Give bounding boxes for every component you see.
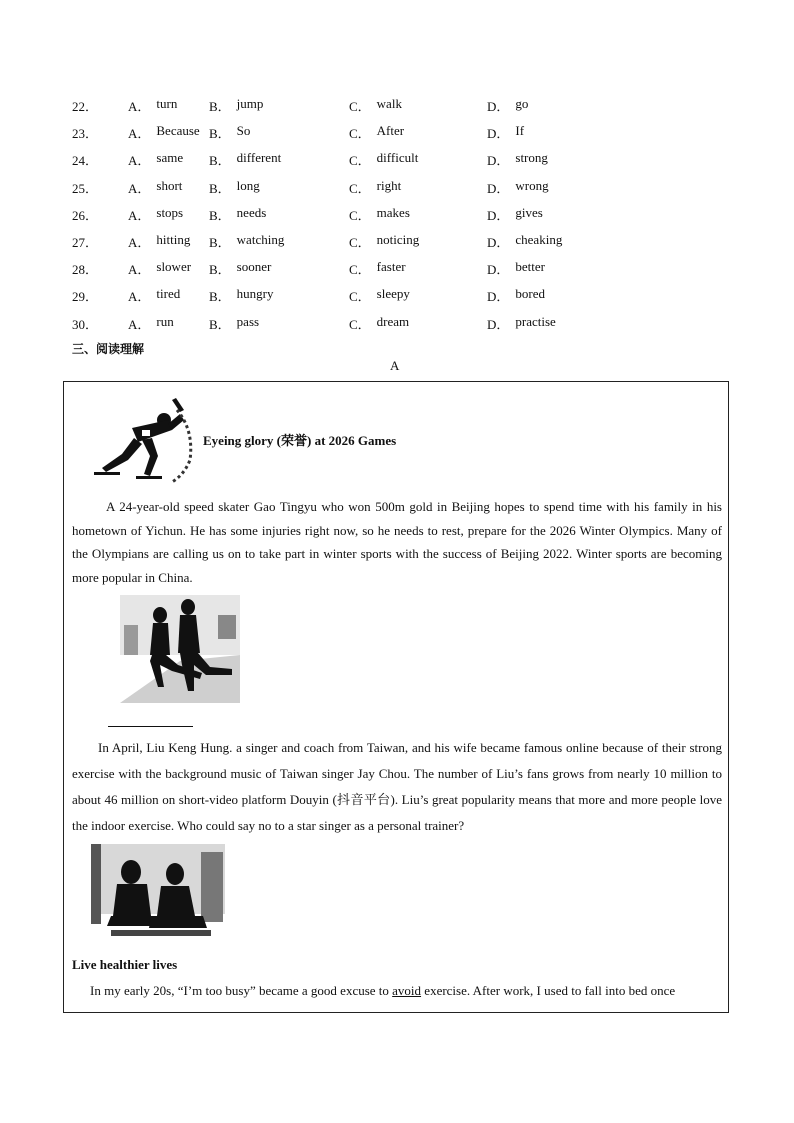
option-text: dream (376, 313, 410, 329)
option-text: same (156, 150, 184, 166)
question-number: 24． (72, 153, 99, 169)
option-d[interactable] (487, 123, 607, 142)
option-d[interactable] (487, 286, 607, 305)
option-text: sleepy (376, 286, 410, 302)
question-number: 29． (72, 289, 99, 305)
option-text: jump (236, 96, 264, 112)
option-letter: B． (209, 207, 231, 223)
option-letter: C． (349, 316, 371, 332)
option-b[interactable] (209, 178, 349, 197)
option-a[interactable] (128, 259, 209, 278)
option-letter: D． (487, 235, 510, 251)
option-letter: A． (128, 235, 151, 251)
option-text: right (376, 177, 402, 193)
option-text: different (236, 150, 282, 166)
option-text: stops (156, 204, 184, 220)
answer-blank-line[interactable] (108, 726, 193, 727)
option-letter: C． (349, 126, 371, 142)
option-letter: A． (128, 99, 151, 115)
option-b[interactable] (209, 232, 349, 251)
option-text: watching (236, 232, 285, 248)
question-number: 26． (72, 207, 99, 223)
underlined-word-avoid: avoid (392, 983, 422, 998)
option-d[interactable] (487, 232, 607, 251)
question-row (72, 282, 732, 309)
option-text: short (156, 177, 183, 193)
speed-skater-image (72, 390, 200, 486)
option-text: sooner (236, 259, 272, 275)
question-list (72, 92, 732, 337)
option-text: So (236, 123, 251, 139)
option-a[interactable] (128, 286, 209, 305)
option-b[interactable] (209, 96, 349, 115)
option-letter: B． (209, 153, 231, 169)
option-text: hungry (236, 286, 274, 302)
option-text: noticing (376, 232, 420, 248)
option-letter: A． (128, 153, 151, 169)
question-number: 27． (72, 235, 99, 251)
option-b[interactable] (209, 150, 349, 169)
option-text: strong (515, 150, 548, 166)
option-a[interactable] (128, 178, 209, 197)
option-b[interactable] (209, 123, 349, 142)
option-letter: C． (349, 262, 371, 278)
option-c[interactable] (349, 259, 487, 278)
option-c[interactable] (349, 232, 487, 251)
option-d[interactable] (487, 314, 607, 333)
option-letter: B． (209, 99, 231, 115)
option-a[interactable] (128, 150, 209, 169)
option-letter: A． (128, 180, 151, 196)
option-d[interactable] (487, 96, 607, 115)
option-c[interactable] (349, 178, 487, 197)
option-a[interactable] (128, 232, 209, 251)
question-row (72, 255, 732, 282)
question-row (72, 228, 732, 255)
option-a[interactable] (128, 314, 209, 333)
option-text: go (515, 96, 529, 112)
option-letter: A． (128, 207, 151, 223)
passage-paragraph-2 (72, 735, 722, 839)
option-c[interactable] (349, 205, 487, 224)
option-text: better (515, 259, 545, 275)
option-letter: C． (349, 235, 371, 251)
passage-paragraph-3 (72, 979, 722, 1003)
option-letter: D． (487, 180, 510, 196)
option-letter: B． (209, 262, 231, 278)
option-c[interactable] (349, 314, 487, 333)
paragraph-2-text: In April, Liu Keng Hung. a singer and coach from Taiwan, and his wife became famous online because of their strong exercise with the background music of Taiwan singer Jay Chou. The number of Liu’s fans grows from nearly 10 million to about 46 million on short-video platform Douyin (抖音平台). Liu’s great popularity means that more and more people love the indoor exercise. Who could say no to a star singer as a personal trainer? (72, 740, 722, 833)
option-b[interactable] (209, 259, 349, 278)
exercise-photo-1 (120, 595, 240, 703)
option-text: tired (156, 286, 181, 302)
option-text: makes (376, 204, 410, 220)
option-text: hitting (156, 232, 191, 248)
option-letter: A． (128, 316, 151, 332)
option-a[interactable] (128, 205, 209, 224)
option-a[interactable] (128, 96, 209, 115)
option-text: practise (515, 313, 556, 329)
question-row (72, 310, 732, 337)
passage-box (63, 381, 729, 1013)
passage-paragraph-1 (72, 495, 722, 589)
option-letter: A． (128, 126, 151, 142)
option-letter: D． (487, 262, 510, 278)
option-text: slower (156, 259, 192, 275)
option-text: needs (236, 204, 267, 220)
option-text: run (156, 313, 174, 329)
question-row (72, 146, 732, 173)
option-b[interactable] (209, 205, 349, 224)
option-c[interactable] (349, 150, 487, 169)
option-text: If (515, 123, 525, 139)
option-letter: A． (128, 289, 151, 305)
option-letter: D． (487, 153, 510, 169)
option-text: bored (515, 286, 545, 302)
option-letter: C． (349, 153, 371, 169)
question-row (72, 201, 732, 228)
paragraph-3-text-after: exercise. After work, I used to fall into bed once (421, 983, 676, 998)
option-letter: D． (487, 99, 510, 115)
option-text: long (236, 177, 260, 193)
option-text: turn (156, 96, 178, 112)
option-letter: D． (487, 316, 510, 332)
option-text: pass (236, 313, 260, 329)
question-number: 22． (72, 99, 99, 115)
option-c[interactable] (349, 123, 487, 142)
question-number: 23． (72, 126, 99, 142)
question-row (72, 119, 732, 146)
option-letter: D． (487, 207, 510, 223)
exercise-photo-2 (91, 844, 225, 944)
option-text: faster (376, 259, 406, 275)
option-letter: D． (487, 126, 510, 142)
section-title: 三、阅读理解 (72, 342, 145, 356)
option-text: Because (156, 123, 200, 139)
option-a[interactable] (128, 123, 209, 142)
option-letter: B． (209, 126, 231, 142)
option-text: walk (376, 96, 402, 112)
passage-heading-1: Eyeing glory (荣誉) at 2026 Games (203, 433, 397, 448)
paragraph-3-text-before: In my early 20s, “I’m too busy” became a good excuse to (90, 983, 393, 998)
question-row (72, 92, 732, 119)
question-row (72, 174, 732, 201)
passage-heading-3: Live healthier lives (72, 957, 178, 972)
option-letter: C． (349, 180, 371, 196)
option-letter: B． (209, 235, 231, 251)
option-letter: C． (349, 99, 371, 115)
option-d[interactable] (487, 150, 607, 169)
option-letter: C． (349, 289, 371, 305)
option-b[interactable] (209, 286, 349, 305)
option-letter: B． (209, 289, 231, 305)
option-letter: D． (487, 289, 510, 305)
option-d[interactable] (487, 259, 607, 278)
question-number: 28． (72, 262, 99, 278)
option-letter: A． (128, 262, 151, 278)
option-text: gives (515, 204, 543, 220)
option-d[interactable] (487, 205, 607, 224)
option-text: After (376, 123, 405, 139)
option-d[interactable] (487, 178, 607, 197)
option-letter: C． (349, 207, 371, 223)
option-text: wrong (515, 177, 549, 193)
option-letter: B． (209, 180, 231, 196)
option-text: difficult (376, 150, 419, 166)
question-number: 30． (72, 316, 99, 332)
option-b[interactable] (209, 314, 349, 333)
paragraph-1-text: A 24-year-old speed skater Gao Tingyu who won 500m gold in Beijing hopes to spend time with his family in his hometown of Yichun. He has some injuries right now, so he needs to rest, prepare for the 2026 Winter Olympics. Many of the Olympians are calling us on to take part in winter sports with the success of Beijing 2022. Winter sports are becoming more popular in China. (72, 499, 722, 585)
option-text: cheaking (515, 232, 563, 248)
passage-label: A (390, 358, 400, 373)
question-number: 25． (72, 180, 99, 196)
option-c[interactable] (349, 286, 487, 305)
option-letter: B． (209, 316, 231, 332)
option-c[interactable] (349, 96, 487, 115)
